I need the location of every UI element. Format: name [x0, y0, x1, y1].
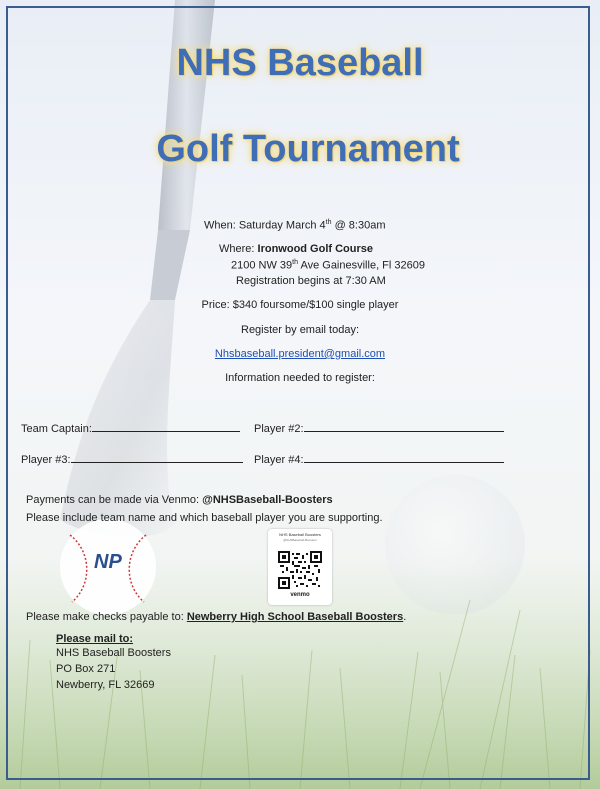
player4-line — [304, 451, 504, 463]
mail-line-3: Newberry, FL 32669 — [56, 679, 155, 691]
price: Price: $340 foursome/$100 single player — [201, 299, 399, 311]
mail-line-1: NHS Baseball Boosters — [56, 647, 171, 659]
where-label: Where: — [219, 243, 258, 255]
event-location — [219, 243, 373, 255]
event-date-text: When: Saturday March 4 — [204, 219, 326, 232]
venue-name: Ironwood Golf Course — [257, 243, 374, 255]
event-address — [231, 259, 425, 272]
email-link[interactable]: Nhsbaseball.president@gmail.com — [214, 348, 386, 360]
player4-label: Player #4: — [254, 454, 304, 466]
team-captain-field — [21, 420, 240, 435]
team-captain-label: Team Captain: — [21, 423, 92, 435]
address-suffix: Ave Gainesville, Fl 32609 — [298, 259, 425, 272]
checks-text: Please make checks payable to: — [26, 611, 187, 623]
qr-card-title: NHS Baseball Boosters — [279, 532, 321, 537]
mail-heading: Please mail to: — [56, 633, 134, 645]
title-line-1: NHS Baseball — [176, 42, 424, 84]
venmo-text: Payments can be made via Venmo: — [26, 494, 203, 506]
title-line-2: Golf Tournament — [156, 128, 460, 170]
event-date — [204, 219, 385, 232]
info-needed: Information needed to register: — [225, 372, 375, 384]
player4-field — [254, 451, 504, 466]
qr-card-subtitle: @NHSBaseball-Boosters — [283, 538, 317, 542]
player2-label: Player #2: — [254, 423, 304, 435]
checks-payee: Newberry High School Baseball Boosters — [186, 611, 404, 623]
checks-suffix: . — [403, 611, 407, 623]
player3-line — [71, 451, 243, 463]
address-text: 2100 NW 39 — [231, 259, 293, 272]
qr-code-icon — [278, 551, 322, 589]
player3-label: Player #3: — [21, 454, 71, 466]
register-instruction: Register by email today: — [241, 324, 359, 336]
payment-instructions: Please include team name and which baseball player you are supporting. — [26, 512, 383, 524]
player2-field — [254, 420, 504, 435]
mail-line-2: PO Box 271 — [56, 663, 116, 675]
venmo-logo: venmo — [290, 592, 310, 598]
registration-time: Registration begins at 7:30 AM — [236, 275, 386, 287]
event-date-sup: th — [325, 219, 332, 226]
team-captain-line — [92, 420, 240, 432]
baseball-logo-text: NP — [94, 551, 122, 573]
address-sup: th — [292, 259, 298, 266]
player2-line — [304, 420, 504, 432]
checks-payable — [26, 611, 406, 623]
player3-field — [21, 451, 243, 466]
venmo-handle: @NHSBaseball-Boosters — [202, 494, 333, 506]
venmo-qr-card — [268, 529, 332, 605]
venmo-payment — [26, 494, 333, 506]
event-time-text: @ 8:30am — [331, 219, 386, 232]
